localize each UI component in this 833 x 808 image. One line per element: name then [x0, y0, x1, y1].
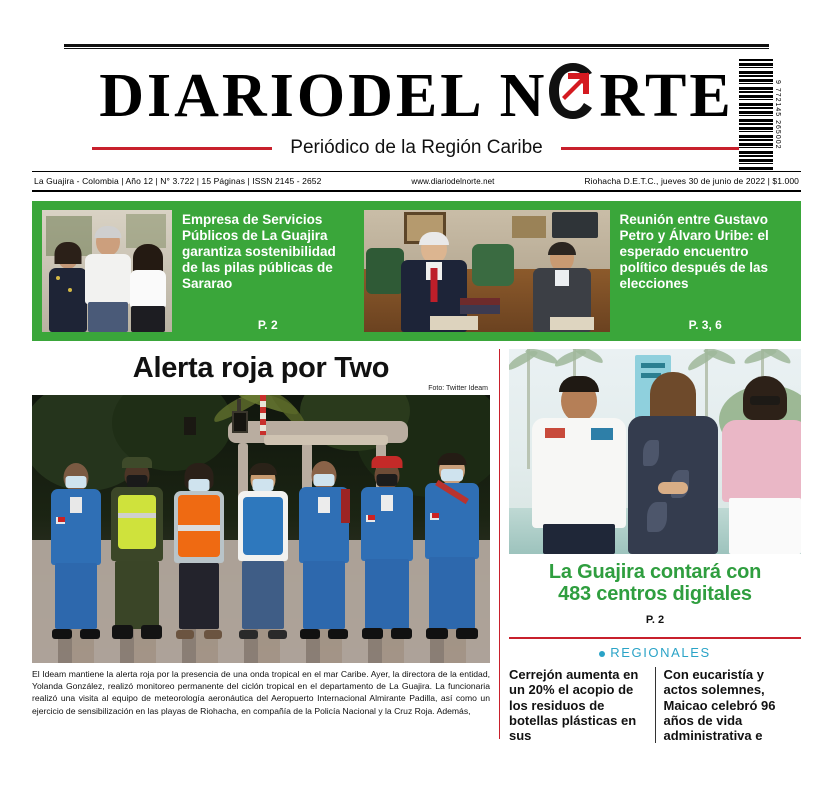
section-rule	[509, 637, 801, 639]
lead-photo-credit: Foto: Twitter Ideam	[428, 384, 488, 392]
tagline-rule-right	[561, 147, 741, 150]
logo-text-part-5: RTE	[599, 62, 734, 130]
section-label-regionales	[509, 645, 801, 660]
brief-item-maicao[interactable]: Con eucaristía y actos solemnes, Maicao celebró 96 años de vida administrativa e	[663, 667, 776, 743]
barcode-bars	[739, 59, 773, 171]
section-label-text: REGIONALES	[610, 645, 711, 661]
lead-body-text: El Ideam mantiene la alerta roja por la presencia de una onda tropical en el mar Caribe. Ayer, la directora de la entidad, Yolanda González, realizó monitoreo permanente del ciclón tropical en el departamento de La Guajira. La funcionaria realizó una visita al equipo de meteorología aeronáutica del Aeropuerto Internacional Almirante Padilla, así como un ejercicio de sensibilización en las playas de Riohacha, en compañía de la Policía Nacional y la Cruz Roja. Además,	[32, 668, 490, 716]
briefs-row	[509, 667, 801, 743]
info-bar-date-price: Riohacha D.E.T.C., jueves 30 de junio de 2022 | $1.000	[584, 176, 799, 186]
teaser-left-headline: Empresa de Servicios Públicos de La Guajira garantiza sostenibilidad de las pilas públicas de Sararao	[182, 212, 336, 292]
bullet-dot-icon	[599, 651, 605, 657]
brief-divider	[655, 667, 656, 743]
lead-headline: Alerta roja por Two	[132, 352, 390, 384]
logo-text-part-1: DIARI	[99, 62, 297, 130]
teaser-right-page-ref: P. 3, 6	[688, 317, 722, 332]
barcode	[739, 59, 785, 171]
logo-letter-o-first: O	[296, 62, 349, 130]
teaser-right-photo	[364, 210, 610, 332]
info-bar-edition: La Guajira - Colombia | Año 12 | N° 3.722 | 15 Páginas | ISSN 2145 - 2652	[34, 176, 322, 186]
newspaper-logo	[99, 54, 734, 130]
info-bar-website[interactable]: www.diariodelnorte.net	[411, 176, 495, 186]
teaser-left-block[interactable]	[182, 210, 354, 332]
secondary-headline-line2: 483 centros digitales	[558, 582, 752, 605]
main-content	[32, 349, 801, 743]
info-bar	[32, 171, 801, 192]
teaser-left-page-ref: P. 2	[257, 317, 278, 332]
brief-item-cerrejon[interactable]: Cerrejón aumenta en un 20% el acopio de los residuos de botellas plásticas en sus	[509, 667, 639, 743]
secondary-photo	[509, 349, 801, 554]
tagline-row	[32, 137, 801, 159]
barcode-number: 9 772145 265002	[774, 80, 781, 150]
teaser-right-block[interactable]	[620, 210, 792, 332]
green-teaser-banner	[32, 201, 801, 341]
tagline-rule-left	[92, 147, 272, 150]
column-divider	[499, 349, 500, 739]
secondary-headline[interactable]	[509, 562, 801, 605]
tagline: Periódico de la Región Caribe	[290, 137, 543, 158]
logo-text-part-3: DEL N	[348, 62, 548, 130]
teaser-left-photo	[42, 210, 172, 332]
newspaper-front-page	[0, 44, 833, 808]
secondary-page-ref: P. 2	[645, 614, 665, 627]
teaser-right-headline: Reunión entre Gustavo Petro y Álvaro Uribe: el esperado encuentro político después de las elecciones	[619, 212, 769, 292]
lead-photo	[32, 395, 490, 663]
lead-story-column	[32, 349, 490, 739]
secondary-headline-line1: La Guajira contará con	[548, 561, 762, 583]
logo-arrow-o-icon	[547, 54, 599, 116]
secondary-story-column	[509, 349, 801, 743]
masthead	[0, 44, 833, 159]
